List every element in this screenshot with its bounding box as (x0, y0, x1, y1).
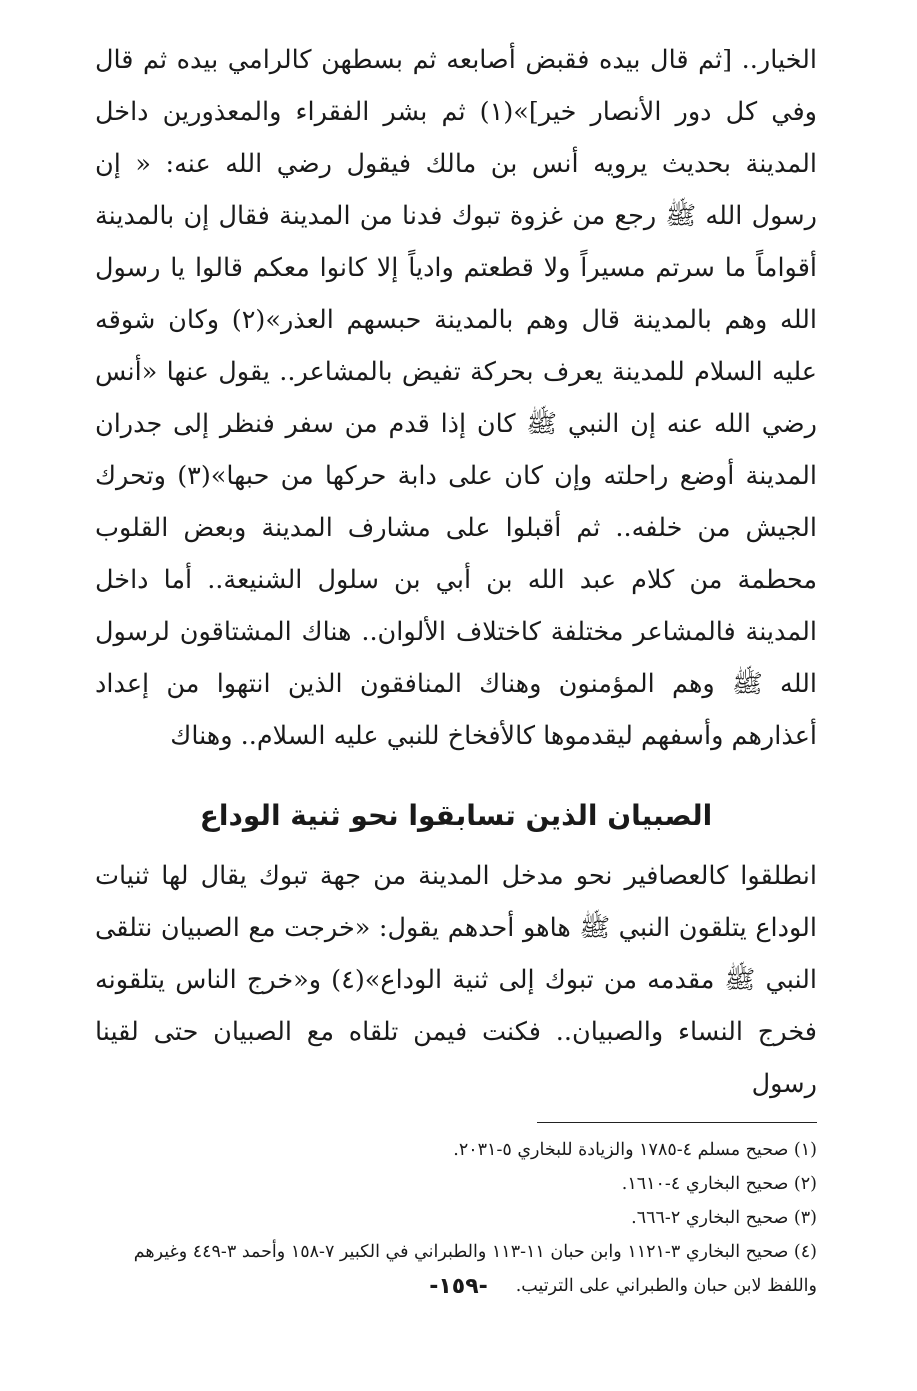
page-number: -١٥٩- (429, 1274, 488, 1299)
page-content (95, 34, 817, 1303)
footnote-separator (537, 1122, 817, 1123)
footnote-4: (٤) صحيح البخاري ٣-١١٢١ وابن حبان ١١-١١٣ والطبراني في الكبير ٧-١٥٨ وأحمد ٣-٤٤٩ وغيرهم واللفظ لابن حبان والطبراني على الترتيب. (133, 1242, 817, 1296)
body-paragraph-1: الخيار.. [ثم قال بيده فقبض أصابعه ثم بسطهن كالرامي بيده ثم قال وفي كل دور الأنصار خير]»(١) ثم بشر الفقراء والمعذورين داخل المدينة بحديث يرويه أنس بن مالك فيقول رضي الله عنه: « إن رسول الله ﷺ رجع من غزوة تبوك فدنا من المدينة فقال إن بالمدينة أقواماً ما سرتم مسيراً ولا قطعتم وادياً إلا كانوا معكم قالوا يا رسول الله وهم بالمدينة قال وهم بالمدينة حبسهم العذر»(٢) وكان شوقه عليه السلام للمدينة يعرف بحركة تفيض بالمشاعر.. يقول عنها «أنس رضي الله عنه إن النبي ﷺ كان إذا قدم من سفر فنظر إلى جدران المدينة أوضع راحلته وإن كان على دابة حركها من حبها»(٣) وتحرك الجيش من خلفه.. ثم أقبلوا على مشارف المدينة وبعض القلوب محطمة من كلام عبد الله بن أبي بن سلول الشنيعة.. أما داخل المدينة فالمشاعر مختلفة كاختلاف الألوان.. هناك المشتاقون لرسول الله ﷺ وهم المؤمنون وهناك المنافقون الذين انتهوا من إعداد أعذارهم وأسفهم ليقدموها كالأفخاخ للنبي عليه السلام.. وهناك (95, 45, 817, 751)
footnote-2: (٢) صحيح البخاري ٤-١٦١٠. (621, 1174, 817, 1194)
body-paragraph-2: انطلقوا كالعصافير نحو مدخل المدينة من جهة تبوك يقال لها ثنيات الوداع يتلقون النبي ﷺ هاهو أحدهم يقول: «خرجت مع الصبيان نتلقى النبي ﷺ مقدمه من تبوك إلى ثنية الوداع»(٤) و«خرج الناس يتلقونه فخرج النساء والصبيان.. فكنت فيمن تلقاه مع الصبيان حتى لقينا رسول (95, 861, 817, 1099)
section-heading: الصبيان الذين تسابقوا نحو ثنية الوداع (199, 799, 713, 832)
footnote-3: (٣) صحيح البخاري ٢-٦٦٦. (631, 1208, 817, 1228)
footnote-1: (١) صحيح مسلم ٤-١٧٨٥ والزيادة للبخاري ٥-٢٠٣١. (453, 1140, 817, 1160)
